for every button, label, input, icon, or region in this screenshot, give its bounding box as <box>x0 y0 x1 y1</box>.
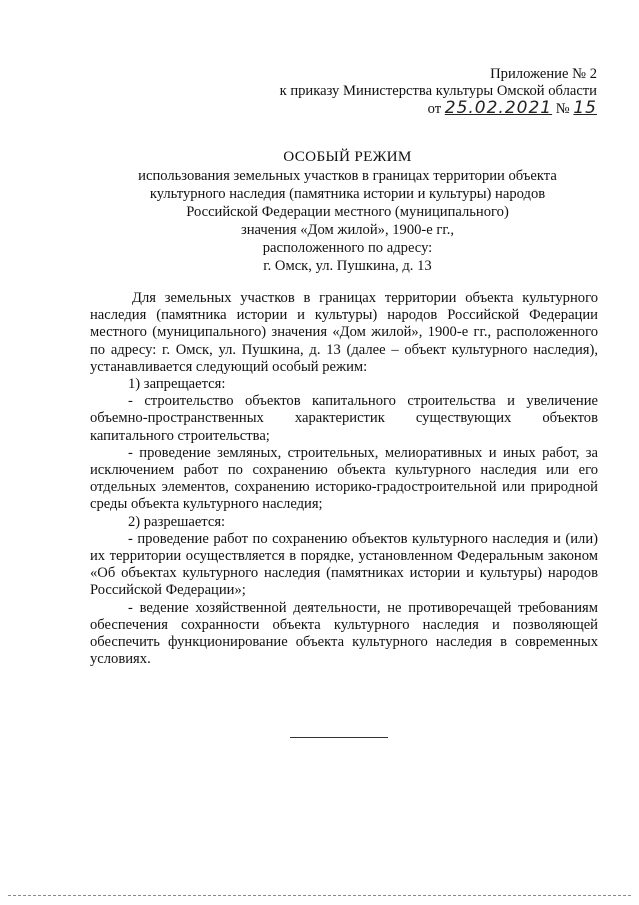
order-reference: к приказу Министерства культуры Омской области <box>279 83 597 99</box>
appendix-number: Приложение № 2 <box>490 66 597 82</box>
handwritten-date: 25.02.2021 <box>444 98 553 118</box>
allowed-heading: 2) разрешается: <box>128 513 226 530</box>
title-heading: ОСОБЫЙ РЕЖИМ <box>283 148 412 165</box>
allowed-item: - проведение работ по сохранению объектов культурного наследия и (или) их территории осуществляется в порядке, установленном Федеральным законом «Об объектах культурного наследия (памятниках истории и культуры) народов Российской Федерации»; <box>90 530 598 599</box>
prohibited-item: - строительство объектов капитального строительства и увеличение объемно-пространственных характеристик существующих объектов капитального строительства; <box>90 393 598 444</box>
prohibited-heading: 1) запрещается: <box>128 376 226 393</box>
intro-paragraph: Для земельных участков в границах территории объекта культурного наследия (памятника истории и культуры) народов Российской Федерации местного (муниципального) значения «Дом жилой», 1900-е гг., расположенного по адресу: г. Омск, ул. Пушкина, д. 13 (далее – объект культурного наследия), устанавливается следующий особый режим: <box>90 290 598 375</box>
date-prefix: от <box>427 101 442 117</box>
allowed-item: - ведение хозяйственной деятельности, не противоречащей требованиям обеспечения сохранности объекта культурного наследия и позволяющей обеспечить функционирование объекта культурного наследия в современных условиях. <box>90 599 598 668</box>
title-line: использования земельных участков в границах территории объекта <box>138 168 557 184</box>
document-body <box>90 290 598 668</box>
title-line: значения «Дом жилой», 1900-е гг., <box>240 222 455 238</box>
document-title <box>90 148 605 275</box>
prohibited-item: - проведение земляных, строительных, мелиоративных и иных работ, за исключением работ по сохранению объекта культурного наследия или его отдельных элементов, сохранению историко-градостроительной или природной среды объекта культурного наследия; <box>90 444 598 513</box>
number-label: № <box>555 101 570 117</box>
order-date-line <box>280 100 597 118</box>
title-line: культурного наследия (памятника истории и культуры) народов <box>149 186 546 202</box>
page-bottom-rule <box>8 895 631 896</box>
title-line: г. Омск, ул. Пушкина, д. 13 <box>263 258 432 274</box>
title-line: Российской Федерации местного (муниципального) <box>186 204 509 220</box>
appendix-header <box>280 66 597 118</box>
title-line: расположенного по адресу: <box>262 240 433 256</box>
end-separator-line <box>290 737 388 738</box>
handwritten-number: 15 <box>573 98 597 118</box>
